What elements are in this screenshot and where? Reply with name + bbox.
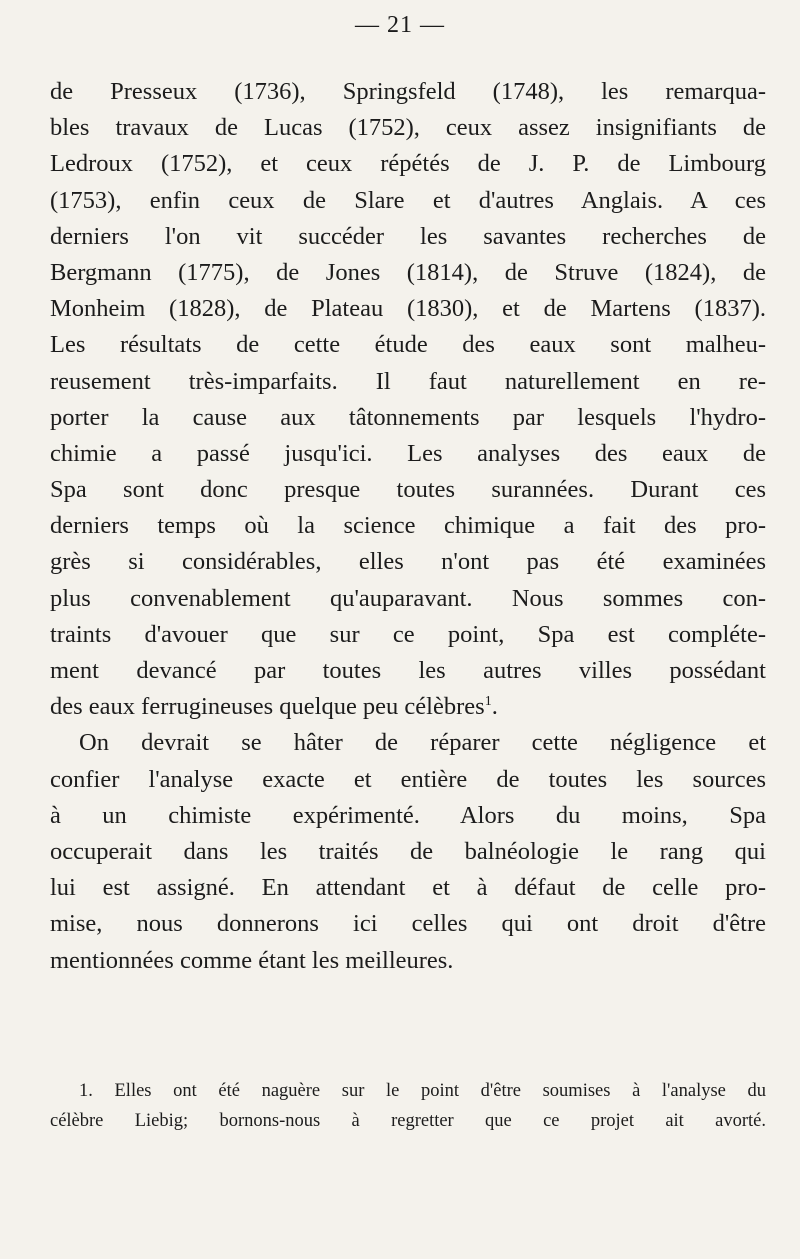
text-line: Monheim (1828), de Plateau (1830), et de Martens (1837). bbox=[50, 295, 766, 323]
text-line: grès si considérables, elles n'ont pas été examinées bbox=[50, 548, 766, 576]
text-line: bles travaux de Lucas (1752), ceux assez insignifiants de bbox=[50, 114, 766, 142]
text-line: à un chimiste expérimenté. Alors du moins, Spa bbox=[50, 801, 766, 829]
text-line-last: mentionnées comme étant les meilleures. bbox=[50, 946, 454, 974]
text-line: traints d'avouer que sur ce point, Spa est compléte- bbox=[50, 620, 766, 648]
footnote bbox=[50, 1076, 766, 1136]
text-line: derniers l'on vit succéder les savantes recherches de bbox=[50, 222, 766, 250]
paragraph-1 bbox=[50, 74, 766, 725]
footnote-line: 1. Elles ont été naguère sur le point d'être soumises à l'analyse du bbox=[79, 1081, 766, 1101]
text-line: lui est assigné. En attendant et à défaut de celle pro- bbox=[50, 874, 766, 902]
footnote-line: célèbre Liebig; bornons-nous à regretter que ce projet ait avorté. bbox=[50, 1111, 766, 1131]
text-line: Spa sont donc presque toutes surannées. Durant ces bbox=[50, 476, 766, 504]
text-segment: . bbox=[491, 693, 498, 721]
text-line: mise, nous donnerons ici celles qui ont droit d'être bbox=[50, 910, 766, 938]
text-line: On devrait se hâter de réparer cette négligence et bbox=[79, 729, 766, 757]
text-line: porter la cause aux tâtonnements par lesquels l'hydro- bbox=[50, 403, 766, 431]
page-number: — 21 — bbox=[355, 12, 445, 38]
text-line: Bergmann (1775), de Jones (1814), de Struve (1824), de bbox=[50, 258, 766, 286]
text-segment: des eaux ferrugineuses quelque peu célèbres bbox=[50, 693, 485, 721]
text-line: Les résultats de cette étude des eaux sont malheu- bbox=[50, 331, 766, 359]
paragraph-2 bbox=[50, 725, 766, 978]
text-line: occuperait dans les traités de balnéologie le rang qui bbox=[50, 837, 766, 865]
text-line: confier l'analyse exacte et entière de toutes les sources bbox=[50, 765, 766, 793]
text-line: ment devancé par toutes les autres villes possédant bbox=[50, 657, 766, 684]
text-line: reusement très-imparfaits. Il faut naturellement en re- bbox=[50, 367, 766, 395]
text-line: chimie a passé jusqu'ici. Les analyses des eaux de bbox=[50, 439, 766, 467]
text-line: derniers temps où la science chimique a fait des pro- bbox=[50, 512, 766, 540]
text-line: Ledroux (1752), et ceux répétés de J. P. de Limbourg bbox=[50, 150, 766, 178]
text-line-last bbox=[50, 689, 766, 725]
text-line: de Presseux (1736), Springsfeld (1748), les remarqua- bbox=[50, 78, 766, 105]
text-line: (1753), enfin ceux de Slare et d'autres Anglais. A ces bbox=[50, 186, 766, 214]
text-line: plus convenablement qu'auparavant. Nous sommes con- bbox=[50, 584, 766, 612]
footnote-reference[interactable]: 1 bbox=[484, 694, 492, 710]
body-text bbox=[50, 74, 766, 979]
